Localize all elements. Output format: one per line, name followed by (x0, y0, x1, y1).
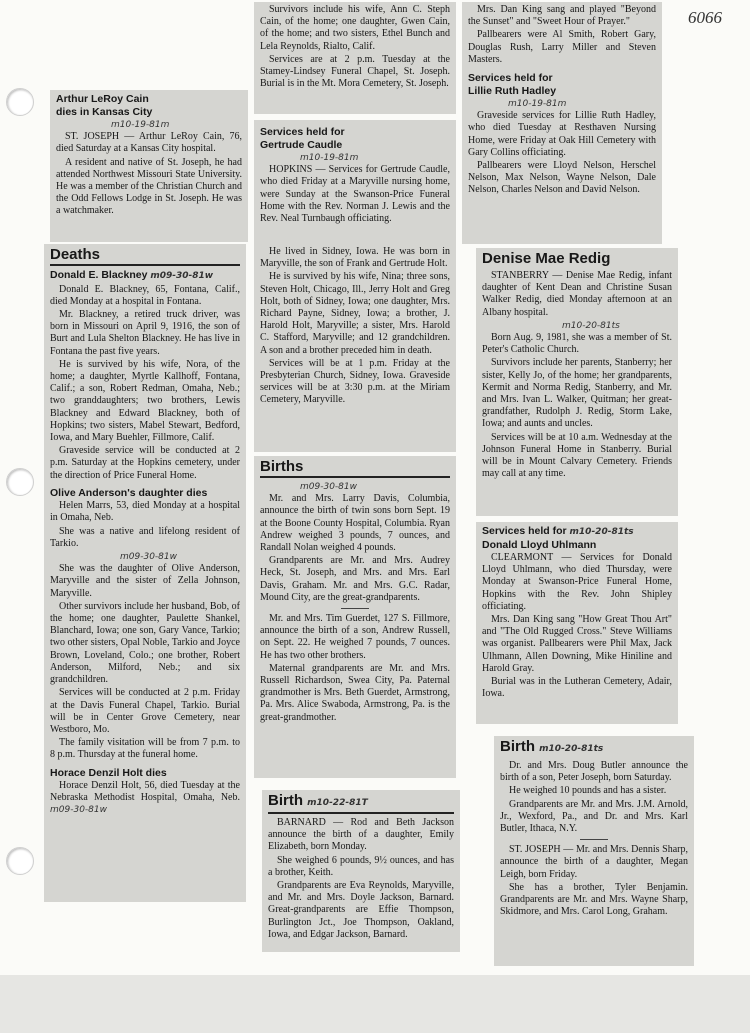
handwritten-date: m09-30-81w (150, 271, 214, 281)
paragraph: Horace Denzil Holt, 56, died Tuesday at the Nebraska Methodist Hospital, Omaha, Neb. m09-30-81w (50, 780, 240, 816)
paragraph: The family visitation will be from 7 p.m. to 8 p.m. Thursday at the funeral home. (50, 737, 240, 761)
handwritten-date: m10-19-81m (111, 120, 170, 130)
paragraph: She was the daughter of Olive Anderson, Maryville and the sister of Zella Johnson, Maryville. (50, 563, 240, 599)
paragraph: Mrs. Dan King sang and played "Beyond the Sunset" and "Sweet Hour of Prayer." (468, 4, 656, 28)
clipping-cain-obituary (50, 90, 248, 242)
section-title: Deaths (50, 246, 240, 266)
paragraph: He is survived by his wife, Nina; three sons, Steven Holt, Chicago, Ill., Jerry Holt and Greg Holt, both of Sidney, Iowa; one daughter, Mrs. Richard Payne, Sidney, Iowa; a brother, J. Harold Holt, Maryville; a sister, Mrs. Harold C. Stafford, Maryville; and 12 grandchildren. A son and a brother preceded him in death. (260, 271, 450, 356)
section-title: Denise Mae Redig (482, 250, 611, 267)
handwritten-date: m10-20-81ts (562, 320, 620, 331)
paragraph: STANBERRY — Denise Mae Redig, infant daughter of Kent Dean and Christine Susan Walker Redig, died Monday afternoon at an Albany hospital. (482, 270, 672, 318)
handwritten-date: m10-19-81m (508, 99, 567, 110)
paragraph: He lived in Sidney, Iowa. He was born in Maryville, the son of Frank and Gertrude Holt. (260, 246, 450, 270)
handwritten-date: m10-22-81T (307, 798, 368, 808)
handwritten-date: m09-30-81w (120, 552, 177, 563)
headline: Arthur LeRoy Cain dies in Kansas City (56, 93, 153, 118)
clipping-uhlmann-services (476, 522, 678, 724)
paragraph: Grandparents are Mr. and Mrs. J.M. Arnold, Jr., Wexford, Pa., and Dr. and Mrs. Karl Butler, Ithaca, N.Y. (500, 798, 688, 835)
headline: Donald E. Blackney m09-30-81w (50, 269, 214, 281)
paragraph: Survivors include his wife, Ann C. Steph Cain, of the home; one daughter, Gwen Cain, of the home; and two sisters, Ethel Bunch and Lela Reynolds, Rialto, Calif. (260, 4, 450, 52)
paragraph: ST. JOSEPH — Arthur LeRoy Cain, 76, died Saturday at a Kansas City hospital. (56, 131, 242, 155)
binder-hole-bottom (6, 847, 34, 875)
page-bottom-shadow (0, 975, 750, 1033)
paragraph: Mrs. Dan King sang "How Great Thou Art" and "The Old Rugged Cross." Steve Williams was organist. Pallbearers were Phil Max, Jack Ulhmann, Allen Downing, Mike Hiniline and Harold Gray. (482, 614, 672, 674)
paragraph: She was a native and lifelong resident of Tarkio. (50, 525, 240, 549)
headline: Services held for Gertrude Caudle (260, 126, 345, 151)
paragraph: ST. JOSEPH — Mr. and Mrs. Dennis Sharp, announce the birth of a daughter, Megan Leigh, born Friday. (500, 844, 688, 880)
clipping-birth-butler (494, 736, 694, 966)
paragraph: Helen Marrs, 53, died Monday at a hospital in Omaha, Neb. (50, 500, 240, 524)
paragraph: Dr. and Mrs. Doug Butler announce the birth of a son, Peter Joseph, born Saturday. (500, 760, 688, 784)
handwritten-page-number: 6066 (688, 8, 722, 27)
paragraph: Services will be conducted at 2 p.m. Friday at the Davis Funeral Chapel, Tarkio. Burial will be in Center Grove Cemetery, near Westboro, Mo. (50, 687, 240, 735)
binder-hole-middle (6, 468, 34, 496)
paragraph: He is survived by his wife, Nora, of the home; a daughter, Myrtle Kallhoff, Fontana, Calif.; a son, Robert Redman, Omaha, Neb.; two granddaughters; two brothers, Lewis Blackney and Edward Blackney, both of Hopkins; two sisters, Mabel Stewart, Bedford, Iowa, and Mary Buehler, Fillmore, Calif. (50, 358, 240, 443)
paragraph: Born Aug. 9, 1981, she was a member of St. Peter's Catholic Church. (482, 332, 672, 356)
headline: Olive Anderson's daughter dies (50, 486, 208, 499)
paragraph: Pallbearers were Lloyd Nelson, Herschel Nelson, Max Nelson, Wayne Nelson, Dale Nelson, Charles Nelson and David Nelson. (468, 160, 656, 196)
clipping-cain-continued (254, 2, 456, 114)
paragraph: Other survivors include her husband, Bob, of the home; one daughter, Paulette Shankel, Blanchard, Iowa; one son, Gary Vance, Tarkio; two other sisters, Opal Noble, Tarkio and Joyce Brown, Loveland, Colo.; one brother, Robert Anderson, Milford, Neb.; and six grandchildren. (50, 600, 240, 686)
paragraph: Mr. and Mrs. Larry Davis, Columbia, announce the birth of twin sons born Sept. 19 at the Boone County Hospital, Columbia. Ryan Andrew weighed 3 pounds, 7 ounces, and Randall Nolan weighed 4 pounds. (260, 493, 450, 554)
paragraph: Burial was in the Lutheran Cemetery, Adair, Iowa. (482, 676, 672, 700)
handwritten-date: m10-20-81ts (569, 527, 634, 537)
paragraph: Services are at 2 p.m. Tuesday at the Stamey-Lindsey Funeral Chapel, St. Joseph. Burial is in the Mt. Mora Cemetery, St. Joseph. (260, 53, 450, 90)
paragraph: Mr. and Mrs. Tim Guerdet, 127 S. Fillmore, announce the birth of a son, Andrew Russell, on Sept. 22. He weighed 7 pounds, 7 ounces. He has two other brothers. (260, 613, 450, 661)
paragraph: Services will be at 10 a.m. Wednesday at the Johnson Funeral Home in Stanberry. Burial will be in Mount Calvary Cemetery. Friends may call at any time. (482, 431, 672, 480)
separator (580, 839, 608, 840)
paragraph: Mr. Blackney, a retired truck driver, was born in Missouri on April 9, 1916, the son of Burt and Lula Shelton Blackney. He has live in Fontana the past five years. (50, 308, 240, 357)
section-title: Birth m10-22-81T (268, 792, 454, 814)
paragraph: He weighed 10 pounds and has a sister. (509, 785, 667, 797)
paragraph: Donald E. Blackney, 65, Fontana, Calif., died Monday at a hospital in Fontana. (50, 283, 240, 307)
paragraph: Grandparents are Eva Reynolds, Maryville, and Mr. and Mrs. Doyle Jackson, Barnard. Great-grandparents are Effie Thompson, Burlington Jct., Joe Thompson, Oakland, Iowa, and Edgar Jackson, Barnard. (268, 880, 454, 940)
paragraph: CLEARMONT — Services for Donald Lloyd Uhlmann, who died Thursday, were Monday at Swanson-Price Funeral Home, Hopkins with the Rev. John Shipley officiating. (482, 552, 672, 612)
clipping-caudle-services (254, 120, 456, 244)
headline: Horace Denzil Holt dies (50, 766, 167, 779)
handwritten-date: m10-20-81ts (539, 744, 604, 754)
clipping-deaths-column (44, 244, 246, 902)
handwritten-date: m10-19-81m (300, 153, 359, 163)
section-title: Births (260, 458, 450, 478)
headline: Services held for Lillie Ruth Hadley (468, 72, 557, 97)
paragraph: HOPKINS — Services for Gertrude Caudle, who died Friday at a Maryville nursing home, were Sunday at the Swanson-Price Funeral Home with the Rev. Norman J. Lewis and the Rev. Neal Turnbaugh officiating. (260, 164, 450, 225)
binder-hole-top (6, 88, 34, 116)
clipping-birth-jackson (262, 790, 460, 952)
clipping-hadley-services (462, 2, 662, 244)
paragraph: BARNARD — Rod and Beth Jackson announce the birth of a daughter, Emily Elizabeth, born Monday. (268, 817, 454, 853)
paragraph: Pallbearers were Al Smith, Robert Gary, Douglas Rush, Larry Miller and Steven Masters. (468, 29, 656, 65)
clipping-holt-continued (254, 244, 456, 452)
paragraph: Survivors include her parents, Stanberry; her sister, Kelly Jo, of the home; her grandparents, Kermit and Norma Redig, Stanberry, and Mr. and Mrs. Ivan L. Walker, Quitman; her great-grandfather, Rudolph J. Redig, Storm Lake, Iowa; and aunts and uncles. (482, 357, 672, 430)
clipping-births (254, 456, 456, 778)
section-title: Birth m10-20-81ts (500, 738, 604, 755)
headline: Services held for m10-20-81ts Donald Lloyd Uhlmann (482, 525, 634, 551)
paragraph: Graveside services for Lillie Ruth Hadley, who died Tuesday at Resthaven Nursing Home, were Friday at Oak Hill Cemetery with Gary Collins officiating. (468, 110, 656, 158)
clipping-redig-obituary (476, 248, 678, 516)
separator (341, 608, 369, 609)
paragraph: Services will be at 1 p.m. Friday at the Presbyterian Church, Sidney, Iowa. Graveside services will be at 3:30 p.m. at the Miriam Cemetery, Maryville. (260, 357, 450, 406)
paragraph: Grandparents are Mr. and Mrs. Audrey Heck, St. Joseph, and Mrs. and Mrs. Earl Davis, Graham. Mr. and Mrs. G.C. Radar, Mound City, are the great-grandparents. (260, 555, 450, 603)
paragraph: Maternal grandparents are Mr. and Mrs. Russell Richardson, Swea City, Pa. Paternal grandmother is Mrs. Beth Guerdet, Armstrong, Pa. Mrs. Alice Swaboda, Armstrong, Pa. is the great-grandmother. (260, 662, 450, 723)
paragraph: She weighed 6 pounds, 9½ ounces, and has a brother, Keith. (268, 854, 454, 878)
handwritten-date: m09-30-81w (50, 805, 107, 816)
paragraph: She has a brother, Tyler Benjamin. Grandparents are Mr. and Mrs. Wayne Sharp, Skidmore, and Mrs. Carol Long, Graham. (500, 881, 688, 918)
handwritten-date: m09-30-81w (300, 482, 357, 492)
paragraph: Graveside service will be conducted at 2 p.m. Saturday at the Hopkins cemetery, under the direction of Price Funeral Home. (50, 445, 240, 481)
paragraph: A resident and native of St. Joseph, he had attended Northwest Missouri State University. He was a member of the Christian Church and the Odd Fellows Lodge in St. Joseph. He was a watchmaker. (56, 156, 242, 217)
